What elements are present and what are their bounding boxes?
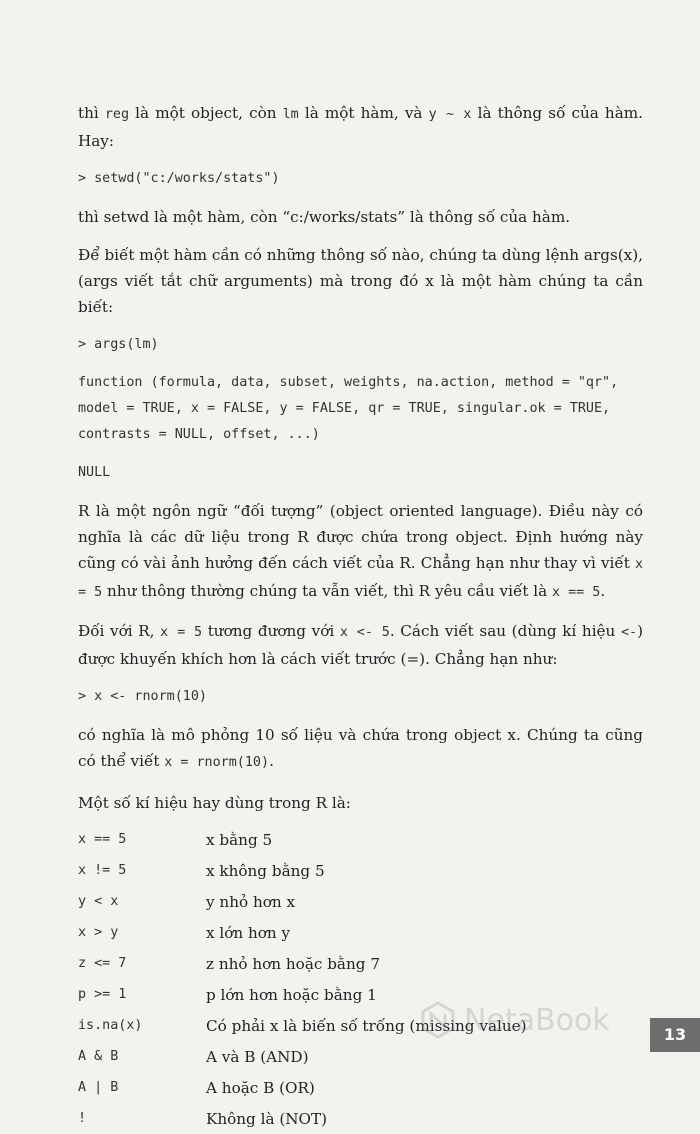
table-row (78, 917, 527, 948)
code-args: > args(lm) (78, 337, 159, 352)
watermark-text: NetaBook (464, 1002, 610, 1038)
paragraph-6: có nghĩa là mô phỏng 10 số liệu và chứa trong object x. Chúng ta cũng có thể viết x = rnorm(10). (78, 726, 643, 770)
code-rnorm: > x <- rnorm(10) (78, 689, 207, 704)
symbol-code: x == 5 (78, 832, 127, 847)
symbol-code: x > y (78, 925, 119, 940)
watermark (418, 995, 610, 1045)
table-row (78, 1072, 527, 1103)
symbol-meaning: A hoặc B (OR) (206, 1078, 315, 1097)
table-row (78, 1041, 527, 1072)
symbol-code: A & B (78, 1049, 119, 1064)
netabook-logo-icon (418, 1000, 458, 1040)
symbol-meaning: A và B (AND) (206, 1047, 309, 1066)
symbol-code: p >= 1 (78, 987, 127, 1002)
code-function: function (formula, data, subset, weights, na.action, method = "qr", model = TRUE, x = FALSE, y = FALSE, qr = TRUE, singular.ok = TRUE, contrasts = NULL, offset, ...) (78, 375, 627, 442)
symbol-code: x != 5 (78, 863, 127, 878)
paragraph-1: thì reg là một object, còn lm là một hàm, và y ~ x là thông số của hàm. Hay: (78, 104, 643, 150)
symbol-meaning: Không là (NOT) (206, 1109, 328, 1128)
paragraph-7: Một số kí hiệu hay dùng trong R là: (78, 794, 351, 812)
paragraph-5: Đối với R, x = 5 tương đương với x <- 5. Cách viết sau (dùng kí hiệu <-) được khuyến khích hơn là cách viết trước (=). Chẳng hạn như: (78, 622, 644, 668)
symbol-code: A | B (78, 1080, 119, 1095)
table-row (78, 948, 527, 979)
symbol-meaning: y nhỏ hơn x (206, 892, 296, 911)
symbol-meaning: p lớn hơn hoặc bằng 1 (206, 985, 377, 1004)
code-null: NULL (78, 465, 111, 480)
paragraph-3: Để biết một hàm cần có những thông số nào, chúng ta dùng lệnh args(x), (args viết tắt chữ arguments) mà trong đó x là một hàm chúng ta cần biết: (78, 246, 643, 316)
symbol-meaning: Có phải x là biến số trống (missing value) (206, 1016, 527, 1035)
symbol-code: y < x (78, 894, 119, 909)
symbol-code: is.na(x) (78, 1018, 143, 1033)
symbol-code: z <= 7 (78, 956, 127, 971)
paragraph-4: R là một ngôn ngữ “đối tượng” (object oriented language). Điều này có nghĩa là các dữ liệu trong R được chứa trong object. Định hướng này cũng có vài ảnh hưởng đến cách viết của R. Chẳng hạn như thay vì viết x = 5 như thông thường chúng ta vẫn viết, thì R yêu cầu viết là x == 5. (78, 502, 643, 600)
table-row (78, 855, 527, 886)
page-number: 13 (650, 1018, 700, 1052)
symbol-table (78, 824, 527, 1134)
symbol-meaning: z nhỏ hơn hoặc bằng 7 (206, 954, 380, 973)
symbol-meaning: x không bằng 5 (206, 861, 325, 880)
symbol-meaning: x bằng 5 (206, 830, 273, 849)
table-row (78, 886, 527, 917)
code-setwd: > setwd("c:/works/stats") (78, 171, 280, 186)
table-row (78, 824, 527, 855)
symbol-code: ! (78, 1111, 87, 1126)
table-row (78, 1103, 527, 1134)
paragraph-2: thì setwd là một hàm, còn “c:/works/stats” là thông số của hàm. (78, 208, 571, 226)
page-content (78, 100, 643, 1134)
symbol-meaning: x lớn hơn y (206, 923, 291, 942)
